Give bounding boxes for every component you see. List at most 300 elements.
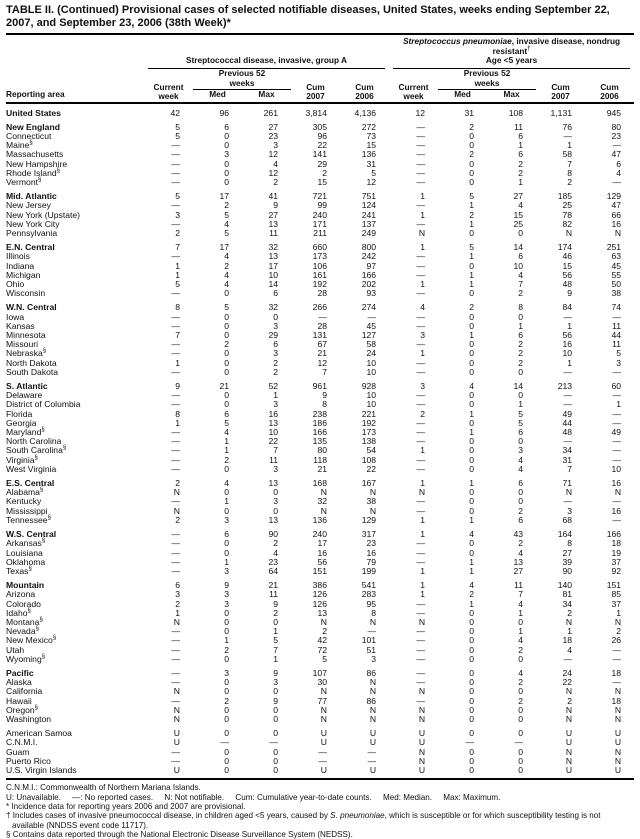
value-cell: 2 — [224, 454, 229, 465]
table-row — [6, 103, 634, 118]
value-cell: U — [173, 728, 180, 739]
value-cell: 78 — [562, 209, 573, 220]
value-cell: N — [418, 616, 426, 627]
value-cell: 1 — [469, 330, 475, 341]
value-cell: N — [614, 487, 622, 498]
value-cell: 90 — [562, 565, 573, 576]
value-cell: 3 — [224, 149, 229, 160]
value-cell: 0 — [224, 713, 229, 724]
value-cell: — — [416, 320, 426, 331]
value-cell: — — [171, 167, 180, 178]
value-cell: — — [416, 653, 426, 664]
value-cell: 0 — [273, 505, 278, 516]
value-cell: — — [465, 737, 475, 748]
value-cell: N — [418, 713, 426, 724]
value-cell: — — [171, 390, 180, 401]
value-cell: 151 — [312, 565, 327, 576]
value-cell: N — [565, 746, 573, 757]
value-cell: 86 — [366, 667, 377, 678]
value-cell: 23 — [268, 556, 278, 567]
value-cell: 2 — [518, 538, 524, 549]
value-cell: 2 — [469, 302, 475, 313]
value-cell: — — [416, 635, 426, 646]
value-cell: 800 — [361, 242, 377, 253]
value-cell: 0 — [273, 713, 278, 724]
value-cell: — — [171, 653, 180, 664]
value-cell: 129 — [361, 514, 377, 525]
value-cell: N — [369, 713, 377, 724]
value-cell: — — [171, 496, 180, 507]
value-cell: 31 — [366, 158, 377, 169]
value-cell: 4 — [224, 427, 229, 438]
value-cell: 8 — [371, 607, 377, 618]
reporting-area-cell: Utah — [6, 644, 25, 655]
value-cell: 96 — [317, 130, 327, 141]
value-cell: — — [171, 251, 180, 262]
value-cell: 0 — [273, 755, 278, 766]
value-cell: 5 — [175, 130, 180, 141]
table-row — [6, 567, 634, 576]
value-cell: 0 — [469, 130, 475, 141]
value-cell: 5 — [224, 209, 229, 220]
value-cell: 85 — [611, 589, 622, 600]
value-cell: 43 — [513, 529, 524, 540]
value-cell: 0 — [469, 288, 475, 299]
value-cell: 0 — [469, 436, 475, 447]
value-cell: 2 — [567, 607, 573, 618]
value-cell: 0 — [224, 728, 229, 739]
value-cell: N — [173, 704, 180, 715]
value-cell: 0 — [469, 399, 475, 410]
value-cell: — — [612, 644, 622, 655]
value-cell: N — [369, 505, 377, 516]
value-cell: 126 — [312, 598, 327, 609]
reporting-area-cell: Wyoming§ — [6, 653, 46, 664]
value-cell: — — [563, 496, 573, 507]
value-cell: 2 — [175, 514, 180, 525]
value-cell: 79 — [366, 556, 377, 567]
table-row — [6, 187, 634, 201]
value-cell: — — [563, 653, 573, 664]
value-cell: 0 — [469, 695, 475, 706]
value-cell: — — [171, 348, 180, 359]
value-cell: 0 — [224, 140, 229, 151]
value-cell: 5 — [371, 167, 377, 178]
value-cell: 0 — [469, 357, 475, 368]
value-cell: — — [612, 176, 622, 187]
value-cell: 13 — [268, 478, 278, 489]
value-cell: 211 — [313, 228, 327, 238]
value-cell: 0 — [273, 746, 278, 757]
value-cell: — — [416, 556, 426, 567]
value-cell: 10 — [611, 463, 622, 474]
value-cell: 13 — [268, 417, 278, 428]
value-cell: 1 — [469, 279, 475, 290]
value-cell: 4 — [469, 381, 475, 392]
group-a-title: Streptococcal disease, invasive, group A — [185, 55, 348, 66]
value-cell: — — [171, 158, 180, 169]
value-cell: 174 — [557, 242, 573, 253]
value-cell: 305 — [312, 121, 327, 132]
value-cell: 7 — [175, 242, 180, 253]
value-cell: 16 — [611, 505, 622, 516]
value-cell: 12 — [317, 357, 327, 368]
value-cell: 8 — [175, 302, 180, 313]
value-cell: 5 — [224, 417, 229, 428]
value-cell: 17 — [219, 191, 229, 202]
value-cell: 251 — [606, 242, 622, 253]
value-cell: U — [173, 764, 180, 775]
value-cell: 8 — [518, 302, 524, 313]
value-cell: 4 — [518, 598, 524, 609]
value-cell: 4 — [224, 279, 229, 290]
value-cell: N — [173, 487, 180, 498]
value-cell: 22 — [268, 436, 278, 447]
reporting-area-cell: E.N. Central — [6, 242, 55, 253]
value-cell: 166 — [312, 427, 327, 438]
value-cell: 5 — [175, 279, 180, 290]
value-cell: 2 — [469, 209, 475, 220]
value-cell: 240 — [312, 209, 327, 220]
value-cell: — — [416, 677, 426, 688]
value-cell: 164 — [557, 529, 573, 540]
value-cell: 961 — [312, 381, 327, 392]
value-cell: 167 — [361, 478, 377, 489]
reporting-area-cell: Wisconsin — [6, 288, 46, 299]
value-cell: 96 — [219, 107, 229, 118]
value-cell: 5 — [616, 348, 622, 359]
value-cell: 0 — [273, 728, 278, 739]
value-cell: N — [418, 704, 426, 715]
value-cell: 12 — [268, 149, 278, 160]
value-cell: — — [269, 737, 278, 748]
value-cell: 25 — [562, 200, 573, 211]
value-cell: 4 — [469, 529, 475, 540]
value-cell: 0 — [469, 320, 475, 331]
value-cell: 0 — [469, 348, 475, 359]
value-cell: — — [318, 755, 327, 766]
value-cell: 4 — [567, 644, 573, 655]
value-cell: 3 — [273, 320, 278, 331]
value-cell: 2 — [518, 167, 524, 178]
reporting-area-cell: Connecticut — [6, 130, 52, 141]
value-cell: 173 — [312, 251, 327, 262]
value-cell: N — [565, 713, 573, 724]
value-cell: — — [563, 436, 573, 447]
value-cell: 3,814 — [305, 107, 327, 118]
value-cell: 3 — [175, 209, 180, 220]
value-cell: 21 — [317, 463, 327, 474]
value-cell: 80 — [611, 121, 622, 132]
value-cell: 0 — [518, 713, 524, 724]
value-cell: 0 — [469, 755, 475, 766]
value-cell: 48 — [562, 279, 573, 290]
table-row — [6, 646, 634, 655]
value-cell: 45 — [611, 260, 622, 271]
value-cell: U — [320, 764, 327, 775]
value-cell: — — [416, 538, 426, 549]
value-cell: 0 — [469, 487, 475, 498]
reporting-area-cell: New Hampshire — [6, 158, 68, 169]
value-cell: U — [614, 728, 622, 739]
value-cell: — — [416, 399, 426, 410]
value-cell: 21 — [268, 580, 278, 591]
group-b-subtitle: Age <5 years — [485, 55, 538, 66]
value-cell: — — [171, 399, 180, 410]
col-header-med-a: Med — [193, 90, 242, 103]
value-cell: N — [565, 616, 573, 627]
reporting-area-cell: W.N. Central — [6, 302, 57, 313]
value-cell: — — [367, 311, 377, 322]
value-cell: — — [612, 417, 622, 428]
value-cell: — — [416, 200, 426, 211]
value-cell: 5 — [175, 191, 180, 202]
value-cell: 6 — [518, 427, 524, 438]
value-cell: — — [171, 445, 180, 456]
value-cell: — — [563, 399, 573, 410]
value-cell: 2 — [518, 695, 524, 706]
value-cell: 6 — [175, 580, 180, 591]
value-cell: 0 — [518, 728, 524, 739]
value-cell: 1 — [567, 626, 573, 637]
value-cell: 49 — [611, 427, 622, 438]
value-cell: 2 — [224, 695, 229, 706]
value-cell: 0 — [518, 686, 524, 697]
reporting-area-cell: Kentucky — [6, 496, 42, 507]
value-cell: 1 — [420, 209, 426, 220]
value-cell: — — [318, 311, 327, 322]
value-cell: — — [416, 598, 426, 609]
value-cell: — — [367, 626, 377, 637]
value-cell: — — [171, 695, 180, 706]
value-cell: — — [171, 746, 180, 757]
value-cell: 49 — [562, 408, 573, 419]
reporting-area-cell: Arizona — [6, 589, 36, 600]
value-cell: 1,131 — [550, 107, 573, 118]
value-cell: — — [171, 463, 180, 474]
value-cell: 0 — [518, 764, 524, 775]
group-b-header — [389, 34, 634, 69]
reporting-area-header: Reporting area — [6, 34, 144, 102]
value-cell: — — [612, 140, 622, 151]
value-cell: 6 — [518, 478, 524, 489]
value-cell: 64 — [268, 565, 278, 576]
value-cell: — — [171, 667, 180, 678]
value-cell: 16 — [611, 218, 622, 229]
value-cell: 14 — [268, 279, 278, 290]
value-cell: 14 — [513, 242, 524, 253]
col-header-cum2007-b: Cum 2007 — [536, 69, 585, 103]
value-cell: 58 — [366, 339, 377, 350]
value-cell: 55 — [611, 269, 622, 280]
value-cell: — — [171, 427, 180, 438]
value-cell: 3 — [420, 330, 426, 341]
value-cell: 41 — [268, 191, 278, 202]
value-cell: 2 — [224, 200, 229, 211]
value-cell: 13 — [317, 607, 327, 618]
value-cell: 7 — [273, 644, 278, 655]
value-cell: — — [416, 311, 426, 322]
value-cell: 213 — [557, 381, 573, 392]
value-cell: 6 — [273, 288, 278, 299]
value-cell: — — [171, 547, 180, 558]
value-cell: U — [369, 737, 377, 748]
value-cell: 4 — [518, 454, 524, 465]
value-cell: 1 — [420, 514, 426, 525]
col-header-current-week-b: Current week — [389, 69, 438, 103]
value-cell: 42 — [170, 107, 180, 118]
value-cell: 50 — [611, 279, 622, 290]
value-cell: 11 — [269, 228, 278, 238]
value-cell: 77 — [317, 695, 327, 706]
value-cell: 1 — [469, 427, 475, 438]
value-cell: 27 — [268, 209, 278, 220]
value-cell: 0 — [273, 704, 278, 715]
table-row — [6, 664, 634, 678]
value-cell: 12 — [268, 167, 278, 178]
value-cell: U — [565, 728, 573, 739]
value-cell: 2 — [518, 677, 524, 688]
value-cell: 0 — [224, 311, 229, 322]
value-cell: 0 — [224, 505, 229, 516]
value-cell: — — [416, 357, 426, 368]
value-cell: 1 — [518, 320, 524, 331]
value-cell: 1 — [175, 260, 180, 271]
value-cell: 38 — [611, 288, 622, 299]
value-cell: 0 — [518, 366, 524, 377]
reporting-area-cell: Alaska — [6, 677, 32, 688]
value-cell: 3 — [371, 653, 377, 664]
value-cell: — — [318, 746, 327, 757]
value-cell: 7 — [322, 366, 327, 377]
value-cell: 0 — [469, 764, 475, 775]
value-cell: U — [369, 764, 377, 775]
value-cell: 1 — [567, 140, 573, 151]
value-cell: 24 — [366, 348, 377, 359]
table-row — [6, 377, 634, 391]
value-cell: 38 — [366, 496, 377, 507]
value-cell: 0 — [273, 616, 278, 627]
value-cell: 0 — [469, 311, 475, 322]
value-cell: 12 — [415, 107, 426, 118]
value-cell: 10 — [268, 269, 278, 280]
value-cell: 9 — [273, 200, 278, 211]
value-cell: 32 — [317, 496, 327, 507]
value-cell: — — [171, 320, 180, 331]
value-cell: — — [171, 565, 180, 576]
value-cell: 0 — [224, 538, 229, 549]
value-cell: — — [416, 463, 426, 474]
value-cell: N — [565, 686, 573, 697]
value-cell: 4 — [273, 158, 278, 169]
footnote-star: * Incidence data for reporting years 2006 and 2007 are provisional. — [6, 801, 246, 811]
value-cell: — — [416, 130, 426, 141]
value-cell: 82 — [562, 218, 573, 229]
value-cell: 0 — [273, 487, 278, 498]
value-cell: 37 — [611, 556, 622, 567]
value-cell: 21 — [317, 348, 327, 359]
value-cell: 185 — [557, 191, 573, 202]
value-cell: 0 — [224, 626, 229, 637]
value-cell: N — [418, 686, 426, 697]
value-cell: 92 — [611, 565, 622, 576]
reporting-area-cell: American Samoa — [6, 728, 72, 739]
value-cell: 44 — [562, 417, 573, 428]
value-cell: 47 — [611, 200, 622, 211]
value-cell: 7 — [518, 589, 524, 600]
value-cell: — — [416, 167, 426, 178]
value-cell: U — [418, 764, 426, 775]
value-cell: 274 — [361, 302, 377, 313]
value-cell: — — [416, 158, 426, 169]
reporting-area-cell: South Dakota — [6, 366, 59, 377]
table-row — [6, 576, 634, 590]
value-cell: 0 — [224, 487, 229, 498]
value-cell: 168 — [312, 478, 327, 489]
value-cell: 192 — [361, 417, 377, 428]
value-cell: 16 — [366, 547, 377, 558]
value-cell: 0 — [273, 686, 278, 697]
value-cell: 0 — [224, 463, 229, 474]
value-cell: N — [418, 746, 426, 757]
value-cell: — — [416, 251, 426, 262]
value-cell: 63 — [611, 251, 622, 262]
value-cell: 3 — [224, 514, 229, 525]
value-cell: 22 — [562, 677, 573, 688]
reporting-area-cell: Idaho§ — [6, 607, 31, 618]
value-cell: 1 — [469, 565, 475, 576]
value-cell: — — [171, 626, 180, 637]
col-header-max-a: Max — [242, 90, 291, 103]
value-cell: 10 — [366, 357, 377, 368]
reporting-area-cell: Hawaii — [6, 695, 32, 706]
value-cell: 2 — [420, 408, 426, 419]
table-title: TABLE II. (Continued) Provisional cases of selected notifiable diseases, United States, weeks ending September 22, 2007, and September 23, 2006 (38th Week)* — [6, 4, 610, 30]
value-cell: 42 — [317, 635, 327, 646]
value-cell: 4 — [518, 200, 524, 211]
value-cell: U — [320, 737, 327, 748]
value-cell: 2 — [469, 121, 475, 132]
value-cell: 2 — [469, 149, 475, 160]
reporting-area-cell: Massachusetts — [6, 149, 64, 160]
value-cell: 0 — [224, 616, 229, 627]
value-cell: — — [171, 755, 180, 766]
value-cell: 9 — [567, 288, 573, 299]
value-cell: N — [614, 228, 622, 238]
value-cell: 6 — [518, 251, 524, 262]
value-cell: 266 — [312, 302, 327, 313]
value-cell: 1 — [469, 251, 475, 262]
table-row — [6, 465, 634, 474]
table-row — [6, 368, 634, 377]
value-cell: 124 — [361, 200, 377, 211]
value-cell: 54 — [366, 445, 377, 456]
value-cell: 2 — [518, 505, 524, 516]
reporting-area-cell: California — [6, 686, 43, 697]
value-cell: 23 — [611, 130, 622, 141]
value-cell: 5 — [224, 228, 229, 238]
value-cell: 19 — [611, 547, 622, 558]
value-cell: 16 — [317, 547, 327, 558]
table-row — [6, 118, 634, 132]
value-cell: 0 — [224, 390, 229, 401]
value-cell: 1 — [616, 607, 622, 618]
reporting-area-cell: Illinois — [6, 251, 30, 262]
value-cell: N — [320, 487, 327, 498]
value-cell: 0 — [469, 644, 475, 655]
value-cell: 37 — [611, 598, 622, 609]
reporting-area-cell: Georgia — [6, 417, 37, 428]
